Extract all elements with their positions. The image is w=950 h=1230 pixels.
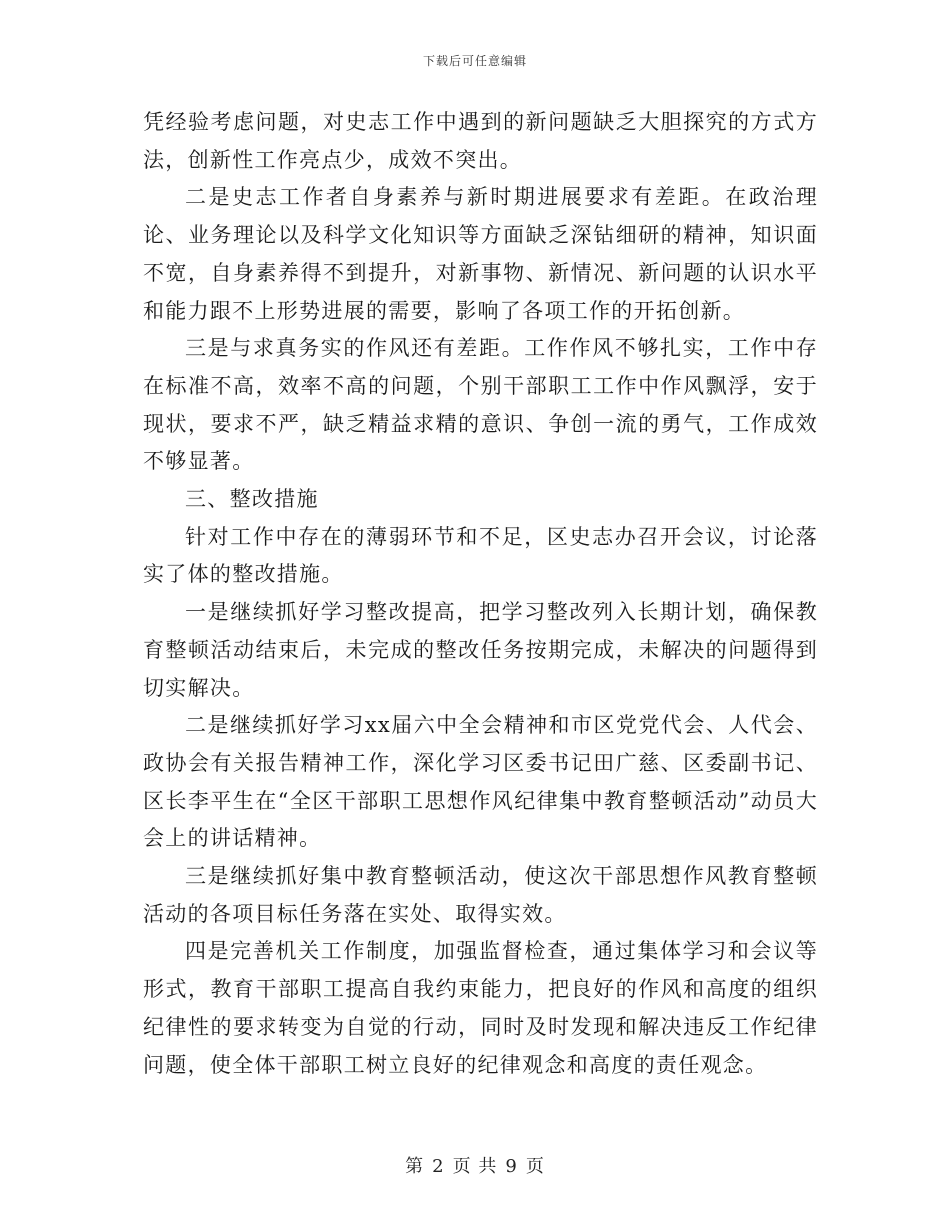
paragraph: 针对工作中存在的薄弱环节和不足，区史志办召开会议，讨论落实了体的整改措施。 [143, 524, 818, 587]
paragraph: 四是完善机关工作制度，加强监督检查，通过集体学习和会议等形式，教育干部职工提高自我约束能力，把良好的作风和高度的组织纪律性的要求转变为自觉的行动，同时及时发现和解决违反工作纪律问题，使全体干部职工树立良好的纪律观念和高度的责任观念。 [143, 939, 818, 1077]
paragraph: 二是史志工作者自身素养与新时期进展要求有差距。在政治理论、业务理论以及科学文化知识等方面缺乏深钻细研的精神，知识面不宽，自身素养得不到提升，对新事物、新情况、新问题的认识水平和能力跟不上形势进展的需要，影响了各项工作的开拓创新。 [143, 185, 818, 323]
footer-prefix: 第 [405, 1156, 425, 1177]
paragraph-continued: 凭经验考虑问题，对史志工作中遇到的新问题缺乏大胆探究的方式方法，创新性工作亮点少，成效不突出。 [143, 110, 818, 172]
footer-middle: 页 共 [452, 1156, 498, 1177]
paragraph: 三是与求真务实的作风还有差距。工作作风不够扎实，工作中存在标准不高，效率不高的问题，个别干部职工工作中作风飘浮，安于现状，要求不严，缺乏精益求精的意识、争创一流的勇气，工作成效不够显著。 [143, 336, 818, 474]
total-pages-number: 9 [505, 1156, 518, 1177]
current-page-number: 2 [432, 1156, 445, 1177]
footer-suffix: 页 [525, 1156, 545, 1177]
page-footer [0, 1152, 950, 1178]
paragraph: 二是继续抓好学习xx届六中全会精神和市区党党代会、人代会、政协会有关报告精神工作，深化学习区委书记田广慈、区委副书记、区长李平生在“全区干部职工思想作风纪律集中教育整顿活动”动员大会上的讲话精神。 [143, 713, 818, 851]
document-body [143, 104, 818, 1084]
page-header: 下载后可任意编辑 [422, 54, 527, 68]
paragraph: 一是继续抓好学习整改提高，把学习整改列入长期计划，确保教育整顿活动结束后，未完成的整改任务按期完成，未解决的问题得到切实解决。 [143, 600, 818, 700]
paragraph: 三是继续抓好集中教育整顿活动，使这次干部思想作风教育整顿活动的各项目标任务落在实处、取得实效。 [143, 864, 818, 926]
section-heading: 三、整改措施 [185, 487, 319, 512]
